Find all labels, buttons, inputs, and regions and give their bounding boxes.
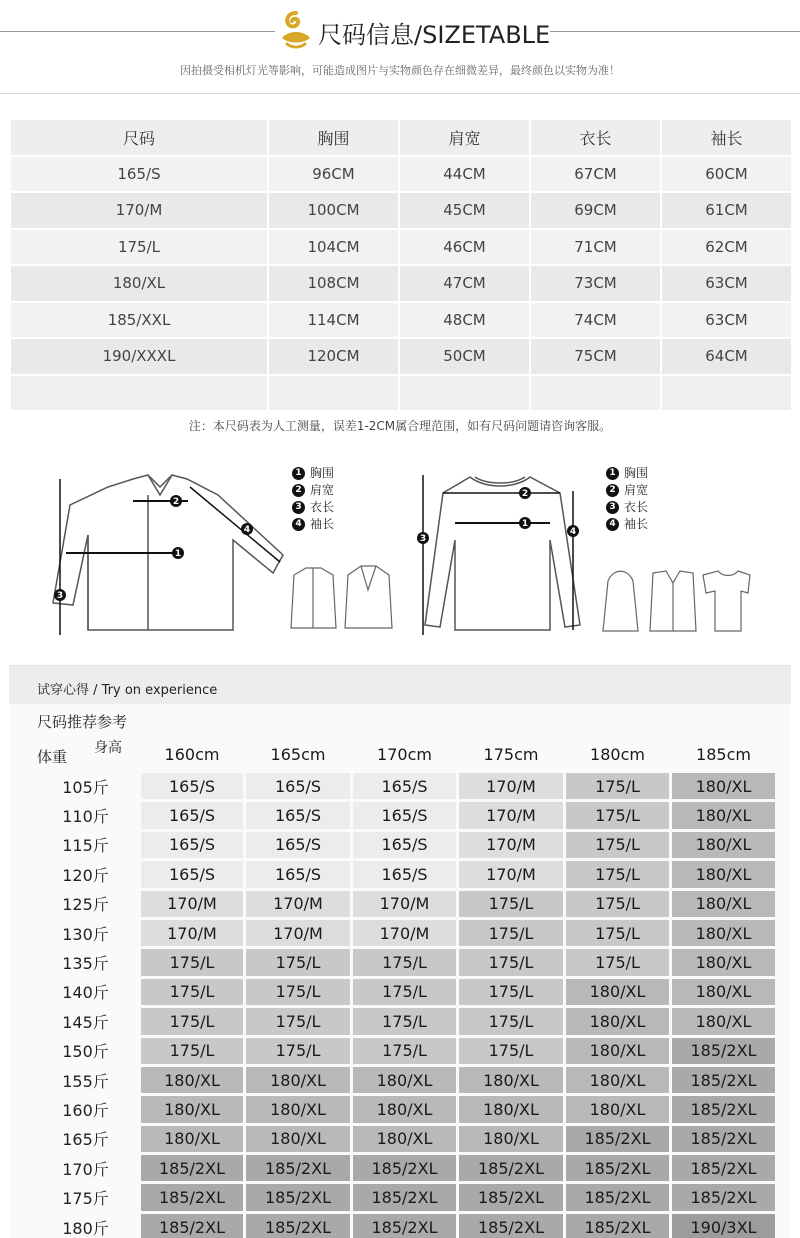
weight-row — [33, 1096, 775, 1122]
col-header-length: 衣长 — [531, 120, 660, 155]
cell-chest: 96CM — [269, 157, 398, 192]
recommended-size: 165/S — [141, 773, 243, 799]
recommended-size: 180/XL — [246, 1067, 350, 1093]
sweater-thumbnails — [598, 563, 753, 638]
size-table — [9, 118, 793, 412]
recommended-size: 175/L — [353, 979, 456, 1005]
recommended-size: 175/L — [246, 1038, 350, 1064]
recommended-size: 180/XL — [672, 1008, 775, 1034]
legend-item — [292, 465, 334, 482]
legend-label: 衣长 — [624, 500, 649, 514]
cell-shoulder: 50CM — [400, 339, 529, 374]
recommended-size: 190/3XL — [672, 1214, 775, 1238]
recommended-size: 175/L — [459, 949, 563, 975]
recommended-size: 180/XL — [353, 1067, 456, 1093]
header-rule-right — [550, 31, 800, 32]
recommended-size: 175/L — [459, 979, 563, 1005]
recommended-size: 180/XL — [672, 979, 775, 1005]
brand-logo-icon — [278, 10, 314, 50]
legend-sweater — [606, 465, 648, 533]
weight-label: 160斤 — [33, 1096, 138, 1122]
weight-label: 170斤 — [33, 1155, 138, 1181]
recommended-size: 180/XL — [672, 832, 775, 858]
recommended-size: 185/2XL — [141, 1184, 243, 1210]
cell-sleeve: 62CM — [662, 230, 791, 265]
recommended-size: 180/XL — [246, 1096, 350, 1122]
recommended-size: 170/M — [353, 920, 456, 946]
recommended-size: 175/L — [141, 949, 243, 975]
legend-label: 肩宽 — [624, 483, 649, 497]
weight-row — [33, 1214, 775, 1238]
cell-size: 170/M — [11, 193, 267, 228]
recommended-size: 185/2XL — [672, 1038, 775, 1064]
weight-row — [33, 1038, 775, 1064]
weight-label: 175斤 — [33, 1184, 138, 1210]
weight-row — [33, 949, 775, 975]
recommended-size: 165/S — [246, 773, 350, 799]
jacket-thumbnails — [286, 560, 396, 635]
recommended-size: 180/XL — [672, 802, 775, 828]
weight-label: 140斤 — [33, 979, 138, 1005]
weight-label: 115斤 — [33, 832, 138, 858]
cell-shoulder: 44CM — [400, 157, 529, 192]
number-badge: 4 — [292, 518, 305, 531]
cell-chest: 100CM — [269, 193, 398, 228]
page-header — [0, 0, 800, 90]
weight-axis-label: 体重 — [37, 748, 68, 766]
col-header-sleeve: 袖长 — [662, 120, 791, 155]
legend-item — [292, 499, 334, 516]
recommended-size: 185/2XL — [246, 1214, 350, 1238]
recommended-size: 165/S — [353, 861, 456, 887]
recommended-size: 180/XL — [566, 1096, 669, 1122]
recommended-size: 175/L — [246, 1008, 350, 1034]
cell-sleeve: 63CM — [662, 266, 791, 301]
cell-length: 74CM — [531, 303, 660, 338]
height-header: 185cm — [672, 738, 775, 770]
weight-row — [33, 1184, 775, 1210]
cell-sleeve: 64CM — [662, 339, 791, 374]
height-header: 160cm — [141, 738, 243, 770]
measurement-note: 注：本尺码表为人工测量，误差1-2CM属合理范围，如有尺码问题请咨询客服。 — [188, 419, 612, 433]
recommended-size: 175/L — [353, 1038, 456, 1064]
weight-label: 155斤 — [33, 1067, 138, 1093]
recommended-size: 175/L — [566, 920, 669, 946]
recommended-size: 170/M — [459, 802, 563, 828]
recommended-size: 180/XL — [459, 1126, 563, 1152]
height-header-row — [33, 738, 775, 770]
legend-label: 衣长 — [310, 500, 335, 514]
cell-sleeve: 63CM — [662, 303, 791, 338]
empty-cell — [662, 376, 791, 411]
weight-label: 130斤 — [33, 920, 138, 946]
recommended-size: 180/XL — [141, 1096, 243, 1122]
height-header: 165cm — [246, 738, 350, 770]
cell-size: 165/S — [11, 157, 267, 192]
weight-label: 120斤 — [33, 861, 138, 887]
recommended-size: 170/M — [459, 773, 563, 799]
recommended-size: 170/M — [141, 891, 243, 917]
cell-shoulder: 45CM — [400, 193, 529, 228]
legend-label: 袖长 — [310, 517, 335, 531]
empty-cell — [269, 376, 398, 411]
legend-label: 肩宽 — [310, 483, 335, 497]
cell-size: 180/XL — [11, 266, 267, 301]
recommended-size: 180/XL — [566, 1067, 669, 1093]
legend-item — [292, 516, 334, 533]
page-title: 尺码信息/SIZETABLE — [318, 21, 551, 49]
recommended-size: 175/L — [459, 1008, 563, 1034]
cell-length: 71CM — [531, 230, 660, 265]
recommended-size: 185/2XL — [141, 1155, 243, 1181]
recommended-size: 185/2XL — [672, 1126, 775, 1152]
recommended-size: 185/2XL — [672, 1184, 775, 1210]
size-recommendation-table — [30, 735, 778, 1238]
recommended-size: 185/2XL — [353, 1214, 456, 1238]
recommended-size: 185/2XL — [672, 1067, 775, 1093]
recommended-size: 170/M — [353, 891, 456, 917]
recommended-size: 175/L — [566, 949, 669, 975]
recommended-size: 180/XL — [459, 1067, 563, 1093]
svg-text:4: 4 — [569, 527, 577, 537]
number-badge: 2 — [606, 484, 619, 497]
color-disclaimer: 因拍摄受相机灯光等影响，可能造成图片与实物颜色存在细微差异，最终颜色以实物为准！ — [180, 64, 620, 77]
recommended-size: 180/XL — [672, 773, 775, 799]
cell-chest: 108CM — [269, 266, 398, 301]
legend-item — [606, 482, 648, 499]
measurement-diagrams — [0, 455, 800, 650]
shirt-diagram — [48, 465, 298, 645]
cell-chest: 114CM — [269, 303, 398, 338]
weight-row — [33, 1008, 775, 1034]
recommended-size: 185/2XL — [353, 1184, 456, 1210]
cell-shoulder: 46CM — [400, 230, 529, 265]
recommended-size: 175/L — [566, 773, 669, 799]
recommended-size: 180/XL — [141, 1126, 243, 1152]
recommended-size: 185/2XL — [672, 1096, 775, 1122]
size-row — [11, 339, 791, 374]
recommended-size: 175/L — [566, 802, 669, 828]
recommended-size: 165/S — [141, 861, 243, 887]
weight-label: 150斤 — [33, 1038, 138, 1064]
weight-row — [33, 891, 775, 917]
cell-chest: 104CM — [269, 230, 398, 265]
svg-text:3: 3 — [56, 591, 64, 601]
weight-row — [33, 979, 775, 1005]
number-badge: 2 — [292, 484, 305, 497]
recommended-size: 175/L — [459, 1038, 563, 1064]
cell-size: 175/L — [11, 230, 267, 265]
cell-size: 185/XXL — [11, 303, 267, 338]
number-badge: 1 — [606, 467, 619, 480]
recommended-size: 175/L — [566, 861, 669, 887]
legend-item — [292, 482, 334, 499]
legend-item — [606, 465, 648, 482]
recommended-size: 180/XL — [672, 920, 775, 946]
recommended-size: 175/L — [459, 920, 563, 946]
header-rule-left — [0, 31, 275, 32]
recommended-size: 185/2XL — [566, 1214, 669, 1238]
weight-label: 105斤 — [33, 773, 138, 799]
recommended-size: 185/2XL — [246, 1184, 350, 1210]
svg-text:3: 3 — [419, 534, 427, 544]
size-row-empty — [11, 376, 791, 411]
recommended-size: 185/2XL — [459, 1184, 563, 1210]
recommended-size: 170/M — [246, 920, 350, 946]
col-header-chest: 胸围 — [269, 120, 398, 155]
weight-row — [33, 861, 775, 887]
recommended-size: 180/XL — [566, 979, 669, 1005]
section-divider — [0, 93, 800, 94]
cell-sleeve: 60CM — [662, 157, 791, 192]
height-header: 175cm — [459, 738, 563, 770]
recommended-size: 175/L — [353, 1008, 456, 1034]
height-axis-label: 身高 — [94, 740, 122, 756]
legend-label: 胸围 — [310, 466, 335, 480]
recommended-size: 170/M — [141, 920, 243, 946]
weight-label: 110斤 — [33, 802, 138, 828]
weight-row — [33, 802, 775, 828]
svg-text:1: 1 — [521, 519, 529, 529]
svg-text:1: 1 — [174, 549, 182, 559]
try-on-header — [9, 666, 791, 704]
size-row — [11, 303, 791, 338]
number-badge: 3 — [606, 501, 619, 514]
number-badge: 4 — [606, 518, 619, 531]
try-on-panel — [9, 665, 791, 1238]
recommended-size: 175/L — [566, 832, 669, 858]
recommended-size: 175/L — [141, 1038, 243, 1064]
recommendation-title: 尺码推荐参考 — [37, 713, 128, 731]
recommended-size: 175/L — [459, 891, 563, 917]
recommended-size: 170/M — [459, 861, 563, 887]
weight-row — [33, 1126, 775, 1152]
recommended-size: 180/XL — [672, 949, 775, 975]
recommended-size: 185/2XL — [459, 1155, 563, 1181]
empty-cell — [531, 376, 660, 411]
recommended-size: 180/XL — [672, 861, 775, 887]
recommended-size: 175/L — [566, 891, 669, 917]
cell-chest: 120CM — [269, 339, 398, 374]
recommended-size: 185/2XL — [566, 1184, 669, 1210]
empty-cell — [400, 376, 529, 411]
recommended-size: 185/2XL — [246, 1155, 350, 1181]
cell-length: 75CM — [531, 339, 660, 374]
recommended-size: 180/XL — [566, 1038, 669, 1064]
recommended-size: 165/S — [141, 832, 243, 858]
weight-row — [33, 832, 775, 858]
legend-label: 袖长 — [624, 517, 649, 531]
weight-label: 135斤 — [33, 949, 138, 975]
weight-label: 165斤 — [33, 1126, 138, 1152]
number-badge: 3 — [292, 501, 305, 514]
recommended-size: 165/S — [141, 802, 243, 828]
col-header-shoulder: 肩宽 — [400, 120, 529, 155]
recommended-size: 170/M — [459, 832, 563, 858]
number-badge: 1 — [292, 467, 305, 480]
empty-cell — [11, 376, 267, 411]
recommended-size: 170/M — [246, 891, 350, 917]
recommended-size: 175/L — [141, 1008, 243, 1034]
recommended-size: 180/XL — [672, 891, 775, 917]
recommended-size: 165/S — [353, 802, 456, 828]
recommended-size: 165/S — [353, 832, 456, 858]
recommended-size: 185/2XL — [566, 1126, 669, 1152]
recommended-size: 175/L — [246, 979, 350, 1005]
recommended-size: 180/XL — [353, 1096, 456, 1122]
svg-text:2: 2 — [521, 489, 529, 499]
try-on-title: 试穿心得 / Try on experience — [37, 683, 218, 698]
recommended-size: 185/2XL — [566, 1155, 669, 1181]
recommended-size: 175/L — [141, 979, 243, 1005]
recommended-size: 180/XL — [141, 1067, 243, 1093]
recommended-size: 180/XL — [353, 1126, 456, 1152]
legend-item — [606, 499, 648, 516]
cell-shoulder: 47CM — [400, 266, 529, 301]
weight-row — [33, 1155, 775, 1181]
cell-shoulder: 48CM — [400, 303, 529, 338]
weight-row — [33, 920, 775, 946]
weight-row — [33, 1067, 775, 1093]
recommended-size: 175/L — [246, 949, 350, 975]
height-header: 180cm — [566, 738, 669, 770]
cell-size: 190/XXXL — [11, 339, 267, 374]
weight-label: 145斤 — [33, 1008, 138, 1034]
cell-length: 69CM — [531, 193, 660, 228]
weight-label: 180斤 — [33, 1214, 138, 1238]
weight-row — [33, 773, 775, 799]
recommended-size: 165/S — [246, 802, 350, 828]
recommended-size: 165/S — [353, 773, 456, 799]
recommended-size: 185/2XL — [141, 1214, 243, 1238]
legend-shirt — [292, 465, 334, 533]
cell-length: 73CM — [531, 266, 660, 301]
col-header-size: 尺码 — [11, 120, 267, 155]
size-row — [11, 266, 791, 301]
weight-label: 125斤 — [33, 891, 138, 917]
recommended-size: 180/XL — [459, 1096, 563, 1122]
height-header: 170cm — [353, 738, 456, 770]
legend-label: 胸围 — [624, 466, 649, 480]
sweater-diagram — [415, 465, 595, 645]
size-row — [11, 193, 791, 228]
recommended-size: 165/S — [246, 832, 350, 858]
recommended-size: 185/2XL — [353, 1155, 456, 1181]
recommended-size: 185/2XL — [459, 1214, 563, 1238]
recommended-size: 185/2XL — [672, 1155, 775, 1181]
svg-text:4: 4 — [243, 525, 251, 535]
recommended-size: 180/XL — [566, 1008, 669, 1034]
cell-sleeve: 61CM — [662, 193, 791, 228]
size-row — [11, 157, 791, 192]
svg-text:2: 2 — [172, 497, 180, 507]
size-table-header — [11, 120, 791, 155]
recommended-size: 180/XL — [246, 1126, 350, 1152]
recommended-size: 175/L — [353, 949, 456, 975]
legend-item — [606, 516, 648, 533]
size-row — [11, 230, 791, 265]
recommended-size: 165/S — [246, 861, 350, 887]
cell-length: 67CM — [531, 157, 660, 192]
